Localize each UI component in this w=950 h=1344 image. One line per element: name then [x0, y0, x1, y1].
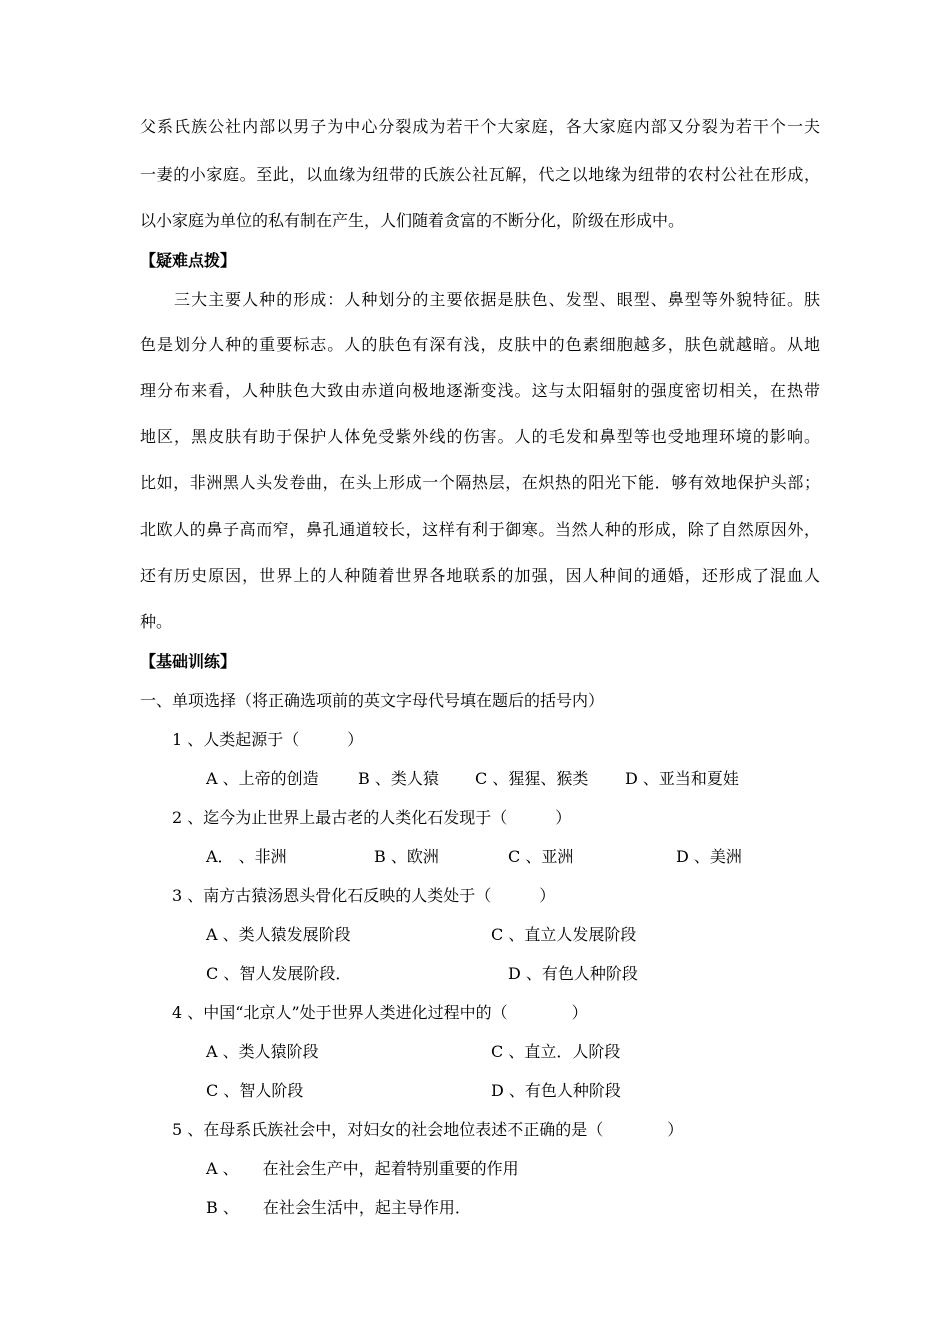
answer-option: C 、直立人发展阶段: [491, 925, 637, 944]
answer-option: B 、类人猿: [358, 769, 439, 788]
paragraph-line: 种。: [140, 612, 173, 631]
answer-option: D 、有色人种阶段: [491, 1081, 621, 1100]
paragraph-line: 地区，黑皮肤有助于保护人体免受紫外线的伤害。人的毛发和鼻型等也受地理环境的影响。: [140, 427, 820, 446]
answer-option: D 、亚当和夏娃: [625, 769, 739, 788]
answer-option: C 、亚洲: [508, 847, 574, 866]
paragraph-line: 北欧人的鼻子高而窄，鼻孔通道较长，这样有利于御寒。当然人种的形成，除了自然原因外，: [140, 520, 820, 539]
question-stem: 5 、在母系氏族社会中，对妇女的社会地位表述不正确的是（ ）: [172, 1120, 684, 1139]
paragraph-line: 以小家庭为单位的私有制在产生，人们随着贪富的不断分化，阶级在形成中。: [140, 211, 685, 230]
paragraph-line: 理分布来看，人种肤色大致由赤道向极地逐渐变浅。这与太阳辐射的强度密切相关，在热带: [140, 381, 820, 400]
paragraph-line: 一妻的小家庭。至此，以血缘为纽带的氏族公社瓦解，代之以地缘为纽带的农村公社在形成，: [140, 165, 820, 184]
section-heading: 【基础训练】: [140, 652, 237, 671]
paragraph-line: 色是划分人种的重要标志。人的肤色有深有浅，皮肤中的色素细胞越多，肤色就越暗。从地: [140, 335, 820, 354]
answer-option: C 、直立．人阶段: [491, 1042, 621, 1061]
answer-option: D 、美洲: [676, 847, 742, 866]
paragraph-line: 比如，非洲黑人头发卷曲，在头上形成一个隔热层，在炽热的阳光下能．够有效地保护头部；: [140, 473, 820, 492]
question-stem: 1 、人类起源于（ ）: [172, 730, 364, 749]
answer-option: A 、类人猿阶段: [206, 1042, 319, 1061]
answer-option: C 、智人阶段: [206, 1081, 304, 1100]
paragraph-line: 还有历史原因，世界上的人种随着世界各地联系的加强，因人种间的通婚，还形成了混血人: [140, 566, 820, 585]
exercise-section-title: 一、单项选择（将正确选项前的英文字母代号填在题后的括号内）: [140, 691, 605, 710]
answer-option: C 、猩猩、猴类: [475, 769, 589, 788]
answer-option: B 、欧洲: [374, 847, 439, 866]
answer-option: A 、类人猿发展阶段: [206, 925, 351, 944]
answer-option: A． 、非洲: [206, 847, 287, 866]
answer-option: C 、智人发展阶段．: [206, 964, 352, 983]
question-stem: 2 、迄今为止世界上最古老的人类化石发现于（ ）: [172, 808, 572, 827]
answer-option: A 、 在社会生产中，起着特别重要的作用: [206, 1159, 519, 1178]
paragraph-line: 父系氏族公社内部以男子为中心分裂成为若干个大家庭，各大家庭内部又分裂为若干个一夫: [140, 117, 820, 136]
answer-option: B 、 在社会生活中，起主导作用．: [206, 1198, 471, 1217]
question-stem: 3 、南方古猿汤恩头骨化石反映的人类处于（ ）: [172, 886, 556, 905]
section-heading: 【疑难点拨】: [140, 251, 237, 270]
paragraph-line: 三大主要人种的形成：人种划分的主要依据是肤色、发型、眼型、鼻型等外貌特征。肤: [140, 290, 820, 309]
question-stem: 4 、中国“北京人”处于世界人类进化过程中的（ ）: [172, 1003, 588, 1022]
answer-option: D 、有色人种阶段: [508, 964, 638, 983]
answer-option: A 、上帝的创造: [206, 769, 319, 788]
